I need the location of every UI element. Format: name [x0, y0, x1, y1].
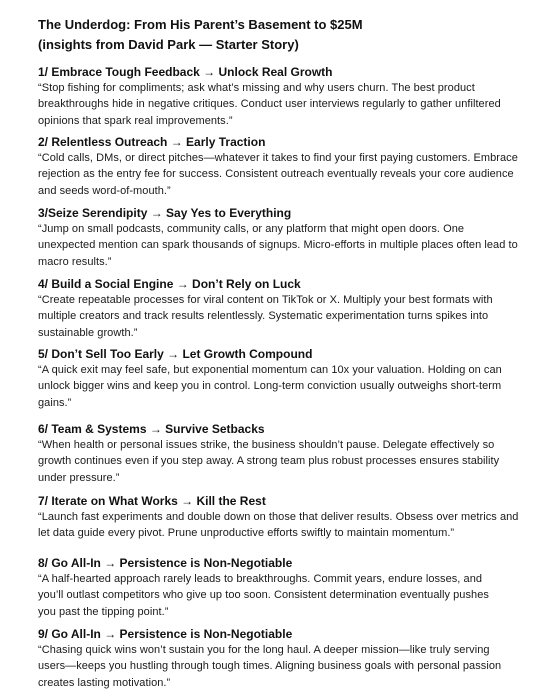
body-line: “Cold calls, DMs, or direct pitches—whatever it takes to find your first paying customers. Embrace [38, 152, 518, 164]
section-body [38, 509, 538, 542]
body-line: and seeds word-of-mouth.” [38, 184, 171, 197]
body-line: “Launch fast experiments and double down on those that deliver results. Obsess over metrics and [38, 511, 519, 523]
section-6 [38, 421, 538, 486]
section-3 [38, 205, 538, 270]
section-heading: 7/ Iterate on What Works → Kill the Rest [38, 494, 266, 508]
body-line: users—keeps you hustling through tough times. Aligning business goals with personal passion [38, 660, 502, 673]
section-heading: 2/ Relentless Outreach → Early Traction [38, 135, 266, 149]
body-line: “Create repeatable processes for viral content on TikTok or X. Multiply your best formats with [38, 294, 493, 306]
body-line: macro results.” [38, 255, 112, 268]
section-heading: 5/ Don’t Sell Too Early → Let Growth Compound [38, 347, 313, 361]
section-body [38, 642, 538, 691]
body-line: multiple creators and track results relentlessly. Systematic experimentation turns spikes into [38, 310, 489, 323]
section-heading: 8/ Go All-In → Persistence is Non-Negotiable [38, 556, 293, 570]
title-line-1: The Underdog: From His Parent’s Basement to $25M [38, 17, 363, 32]
body-line: you’ll outlast competitors who give up too soon. Consistent determination eventually pushes [38, 589, 489, 602]
section-4 [38, 276, 538, 341]
section-heading: 9/ Go All-In → Persistence is Non-Negotiable [38, 627, 293, 641]
body-line: unexpected mention can spark thousands of signups. Micro-efforts in multiple places often lead to [38, 239, 518, 252]
body-line: “A half-hearted approach rarely leads to breakthroughs. Commit years, endure losses, and [38, 573, 483, 585]
body-line: breakthroughs hide in negative critiques. Conduct user interviews regularly to gather unfiltered [38, 98, 501, 111]
section-body [38, 221, 538, 270]
section-heading: 4/ Build a Social Engine → Don’t Rely on Luck [38, 277, 301, 291]
section-body [38, 150, 538, 199]
body-line: opinions that spark real improvements.” [38, 114, 233, 127]
section-body [38, 437, 538, 486]
body-line: “A quick exit may feel safe, but exponential momentum can 10x your valuation. Holding on can [38, 364, 502, 376]
body-line: gains.” [38, 396, 72, 409]
section-8 [38, 555, 538, 620]
body-line: under pressure.” [38, 471, 120, 484]
document-title [38, 15, 538, 55]
body-line: creates lasting motivation.” [38, 676, 171, 689]
body-line: “Stop fishing for compliments; ask what’s missing and why users churn. The best product [38, 82, 475, 94]
body-line: unlock bigger wins and keep you in control. Long-term conviction usually outweighs short-term [38, 380, 502, 393]
section-body [38, 571, 538, 620]
body-line: “Chasing quick wins won’t sustain you for the long haul. A deeper mission—like truly serving [38, 644, 490, 656]
section-body [38, 80, 538, 129]
section-2 [38, 134, 538, 199]
section-7 [38, 493, 538, 542]
body-line: let data guide every pivot. Prune unproductive efforts swiftly to maintain momentum.” [38, 527, 455, 540]
body-line: “When health or personal issues strike, the business shouldn’t pause. Delegate effectively so [38, 439, 495, 451]
body-line: “Jump on small podcasts, community calls, or any platform that might open doors. One [38, 223, 465, 235]
section-body [38, 362, 538, 411]
body-line: rejection as the entry fee for success. Consistent outreach eventually reveals your core audience [38, 168, 514, 181]
body-line: sustainable growth.” [38, 326, 138, 339]
body-line: growth continues even if you step away. A strong team plus robust processes ensures stability [38, 455, 500, 468]
title-line-2: (insights from David Park — Starter Story) [38, 37, 299, 52]
section-heading: 1/ Embrace Tough Feedback → Unlock Real Growth [38, 65, 333, 79]
body-line: you past the tipping point.” [38, 605, 169, 618]
section-heading: 3/Seize Serendipity → Say Yes to Everything [38, 206, 292, 220]
section-heading: 6/ Team & Systems → Survive Setbacks [38, 422, 265, 436]
section-body [38, 292, 538, 341]
section-5 [38, 346, 538, 411]
section-9 [38, 626, 538, 691]
section-1 [38, 64, 538, 129]
